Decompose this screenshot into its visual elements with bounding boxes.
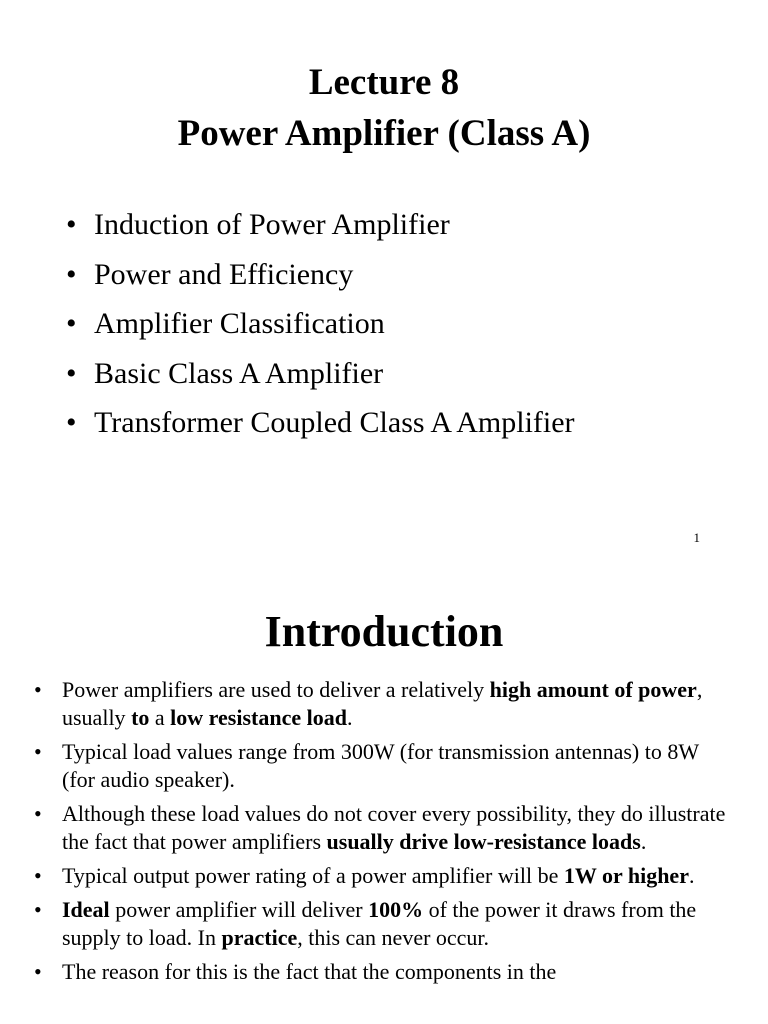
slide-title: [0, 57, 768, 159]
slide-2: [0, 580, 768, 1024]
text-run: Power amplifiers are used to deliver a relatively: [62, 677, 490, 702]
emphasis-text: 1W or higher: [563, 863, 689, 888]
outline-item-text: Amplifier Classification: [94, 307, 385, 340]
bullet-icon: •: [66, 208, 77, 241]
text-run: .: [688, 863, 695, 888]
bullet-point: [34, 958, 734, 986]
outline-item-text: Induction of Power Amplifier: [94, 208, 450, 241]
text-run: The reason for this is the fact that the components in the: [62, 959, 557, 984]
bullet-icon: •: [34, 863, 42, 888]
emphasis-text: high amount of power: [489, 677, 697, 702]
emphasis-text: practice: [221, 925, 298, 950]
bullet-icon: •: [34, 959, 42, 984]
text-run: , usually: [62, 677, 703, 730]
bullet-icon: •: [34, 739, 42, 764]
outline-item: [66, 398, 575, 448]
title-line-lecture: Lecture 8: [308, 62, 460, 103]
bullet-list: [34, 676, 734, 992]
text-run: Typical load values range from 300W (for transmission antennas) to 8W (for audio speaker).: [62, 739, 699, 792]
bullet-point: [34, 862, 734, 890]
bullet-icon: •: [34, 897, 42, 922]
text-run: of the power it draws from the supply to load. In: [62, 897, 697, 950]
outline-item-text: Basic Class A Amplifier: [94, 356, 384, 390]
outline-item-text: Transformer Coupled Class A Amplifier: [94, 406, 575, 439]
bullet-icon: •: [66, 356, 77, 390]
bullet-icon: •: [34, 677, 42, 702]
text-run: a: [149, 705, 171, 730]
text-run: Although these load values do not cover every possibility, they do illustrate the fact that power amplifiers: [62, 801, 726, 854]
outline-list: [66, 200, 575, 448]
slide-heading: Introduction: [264, 607, 504, 656]
text-run: .: [346, 705, 353, 730]
bullet-icon: •: [66, 406, 77, 439]
outline-item: [66, 200, 575, 250]
outline-item: [66, 349, 575, 399]
emphasis-text: low resistance load: [170, 705, 347, 730]
bullet-point: [34, 676, 734, 732]
bullet-icon: •: [66, 257, 77, 291]
emphasis-text: usually drive low-resistance loads: [326, 829, 641, 854]
emphasis-text: 100%: [368, 897, 424, 922]
bullet-point: [34, 800, 734, 856]
outline-item: [66, 299, 575, 349]
title-line-topic: Power Amplifier (Class A): [177, 113, 591, 154]
bullet-icon: •: [66, 307, 77, 340]
outline-item: [66, 250, 575, 300]
outline-item-text: Power and Efficiency: [94, 257, 354, 291]
bullet-point: [34, 896, 734, 952]
text-run: Typical output power rating of a power amplifier will be: [62, 863, 564, 888]
text-run: power amplifier will deliver: [109, 897, 369, 922]
page-number: 1: [693, 530, 700, 545]
emphasis-text: Ideal: [62, 897, 110, 922]
bullet-point: [34, 738, 734, 794]
text-run: .: [640, 829, 647, 854]
bullet-icon: •: [34, 801, 42, 826]
text-run: , this can never occur.: [297, 925, 490, 950]
emphasis-text: to: [131, 705, 150, 730]
